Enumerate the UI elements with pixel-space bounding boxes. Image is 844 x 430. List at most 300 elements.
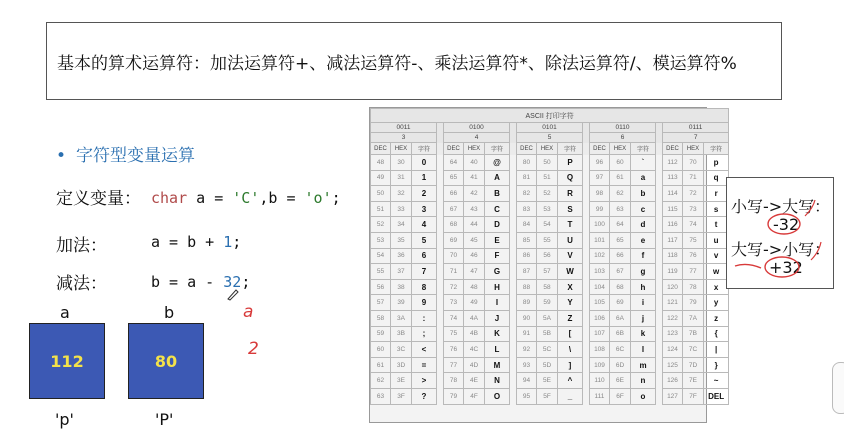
ascii-dec-cell: 54 bbox=[371, 248, 391, 264]
ascii-char-cell: w bbox=[704, 264, 729, 280]
ascii-char-cell: g bbox=[631, 264, 656, 280]
ascii-row bbox=[371, 279, 729, 295]
ascii-hex-cell: 50 bbox=[537, 155, 558, 171]
ascii-hex-cell: 57 bbox=[537, 264, 558, 280]
ascii-char-cell: 7 bbox=[412, 264, 437, 280]
ascii-char-cell: T bbox=[558, 217, 583, 233]
ascii-dec-cell: 109 bbox=[590, 357, 610, 373]
ascii-row bbox=[371, 264, 729, 280]
ascii-dec-cell: 100 bbox=[590, 217, 610, 233]
ascii-hex-cell: 30 bbox=[391, 155, 412, 171]
ascii-hex-cell: 4C bbox=[464, 342, 485, 358]
code-number: 1 bbox=[223, 233, 233, 251]
ascii-char-cell: X bbox=[558, 279, 583, 295]
ascii-group-bits: 0100 bbox=[444, 123, 510, 133]
ascii-hex-cell: 7E bbox=[683, 373, 704, 389]
ascii-char-cell: q bbox=[704, 170, 729, 186]
ascii-dec-cell: 68 bbox=[444, 217, 464, 233]
ascii-hex-cell: 49 bbox=[464, 295, 485, 311]
char-keyword: char bbox=[151, 189, 188, 207]
ascii-dec-cell: 51 bbox=[371, 201, 391, 217]
ascii-hex-cell: 37 bbox=[391, 264, 412, 280]
ascii-dec-cell: 92 bbox=[517, 342, 537, 358]
ascii-hex-cell: 33 bbox=[391, 201, 412, 217]
define-label: 定义变量： bbox=[56, 189, 141, 209]
ascii-char-cell: 1 bbox=[412, 170, 437, 186]
ascii-char-cell: ] bbox=[558, 357, 583, 373]
side-panel-handle[interactable] bbox=[832, 362, 844, 414]
ascii-char-cell: E bbox=[485, 232, 510, 248]
ascii-char-cell: 4 bbox=[412, 217, 437, 233]
ascii-char-cell: | bbox=[704, 342, 729, 358]
section-bullet bbox=[56, 141, 195, 166]
ascii-char-cell: s bbox=[704, 201, 729, 217]
ascii-dec-cell: 57 bbox=[371, 295, 391, 311]
ascii-char-cell: H bbox=[485, 279, 510, 295]
ascii-dec-cell: 119 bbox=[663, 264, 683, 280]
char-literal-o: 'o' bbox=[304, 189, 332, 207]
ascii-hex-cell: 7D bbox=[683, 357, 704, 373]
ascii-char-cell: : bbox=[412, 310, 437, 326]
define-code bbox=[151, 189, 341, 207]
ascii-hex-cell: 61 bbox=[610, 170, 631, 186]
ascii-hex-cell: 32 bbox=[391, 186, 412, 202]
lower-to-upper-label: 小写->大写： bbox=[731, 197, 831, 216]
handwritten-a: a bbox=[243, 302, 254, 322]
ascii-group-bits: 0101 bbox=[517, 123, 583, 133]
ascii-hex-cell: 60 bbox=[610, 155, 631, 171]
ascii-dec-cell: 97 bbox=[590, 170, 610, 186]
ascii-hex-cell: 41 bbox=[464, 170, 485, 186]
ascii-char-cell: 5 bbox=[412, 232, 437, 248]
ascii-hex-cell: 64 bbox=[610, 217, 631, 233]
ascii-char-cell: k bbox=[631, 326, 656, 342]
ascii-char-cell: v bbox=[704, 248, 729, 264]
ascii-dec-cell: 126 bbox=[663, 373, 683, 389]
ascii-col-header: DEC bbox=[444, 143, 464, 155]
ascii-dec-cell: 59 bbox=[371, 326, 391, 342]
ascii-hex-cell: 44 bbox=[464, 217, 485, 233]
ascii-dec-cell: 78 bbox=[444, 373, 464, 389]
ascii-group-bits: 0111 bbox=[663, 123, 729, 133]
ascii-hex-cell: 69 bbox=[610, 295, 631, 311]
ascii-dec-cell: 69 bbox=[444, 232, 464, 248]
ascii-row bbox=[371, 217, 729, 233]
ascii-char-cell: O bbox=[485, 388, 510, 404]
ascii-dec-cell: 70 bbox=[444, 248, 464, 264]
ascii-dec-cell: 90 bbox=[517, 310, 537, 326]
ascii-col-header: 字符 bbox=[412, 143, 437, 155]
ascii-char-cell: V bbox=[558, 248, 583, 264]
ascii-hex-cell: 67 bbox=[610, 264, 631, 280]
ascii-hex-cell: 4A bbox=[464, 310, 485, 326]
ascii-row bbox=[371, 357, 729, 373]
ascii-dec-cell: 111 bbox=[590, 388, 610, 404]
ascii-hex-cell: 54 bbox=[537, 217, 558, 233]
ascii-hex-cell: 75 bbox=[683, 232, 704, 248]
add-code bbox=[151, 233, 241, 251]
ascii-col-header: HEX bbox=[537, 143, 558, 155]
ascii-title: ASCII 打印字符 bbox=[371, 109, 729, 123]
ascii-hex-cell: 5D bbox=[537, 357, 558, 373]
ascii-dec-cell: 71 bbox=[444, 264, 464, 280]
ascii-dec-cell: 76 bbox=[444, 342, 464, 358]
ascii-col-header: HEX bbox=[683, 143, 704, 155]
handwritten-annotations bbox=[727, 178, 835, 290]
title-box bbox=[46, 22, 782, 100]
ascii-dec-cell: 80 bbox=[517, 155, 537, 171]
ascii-dec-cell: 107 bbox=[590, 326, 610, 342]
var-a-char: 'p' bbox=[55, 410, 74, 429]
ascii-row bbox=[371, 248, 729, 264]
ascii-char-cell: ~ bbox=[704, 373, 729, 389]
ascii-col-header: DEC bbox=[517, 143, 537, 155]
ascii-col-header: DEC bbox=[663, 143, 683, 155]
ascii-dec-cell: 65 bbox=[444, 170, 464, 186]
ascii-col-header: 字符 bbox=[704, 143, 729, 155]
ascii-hex-cell: 77 bbox=[683, 264, 704, 280]
bullet-dot-icon: • bbox=[56, 146, 67, 166]
ascii-char-cell: e bbox=[631, 232, 656, 248]
ascii-char-cell: n bbox=[631, 373, 656, 389]
ascii-char-cell: I bbox=[485, 295, 510, 311]
ascii-char-cell: J bbox=[485, 310, 510, 326]
ascii-dec-cell: 108 bbox=[590, 342, 610, 358]
code-fragment: ; bbox=[331, 189, 341, 207]
ascii-hex-cell: 6D bbox=[610, 357, 631, 373]
var-a-box bbox=[29, 323, 105, 399]
ascii-hex-cell: 43 bbox=[464, 201, 485, 217]
code-fragment: a = b + bbox=[151, 233, 224, 251]
ascii-hex-cell: 3E bbox=[391, 373, 412, 389]
lower-to-upper-value: -32 bbox=[773, 215, 800, 234]
ascii-char-cell: @ bbox=[485, 155, 510, 171]
ascii-char-cell: > bbox=[412, 373, 437, 389]
ascii-hex-cell: 5B bbox=[537, 326, 558, 342]
ascii-dec-cell: 102 bbox=[590, 248, 610, 264]
ascii-hex-cell: 3A bbox=[391, 310, 412, 326]
upper-to-lower-label: 大写->小写： bbox=[731, 240, 831, 259]
ascii-hex-cell: 51 bbox=[537, 170, 558, 186]
ascii-char-cell: 9 bbox=[412, 295, 437, 311]
code-number: 32 bbox=[223, 273, 242, 291]
ascii-char-cell: f bbox=[631, 248, 656, 264]
ascii-char-cell: y bbox=[704, 295, 729, 311]
ascii-hex-cell: 46 bbox=[464, 248, 485, 264]
ascii-dec-cell: 116 bbox=[663, 217, 683, 233]
ascii-dec-cell: 82 bbox=[517, 186, 537, 202]
ascii-dec-cell: 96 bbox=[590, 155, 610, 171]
ascii-hex-cell: 6A bbox=[610, 310, 631, 326]
ascii-dec-cell: 62 bbox=[371, 373, 391, 389]
ascii-hex-cell: 3F bbox=[391, 388, 412, 404]
ascii-char-cell: c bbox=[631, 201, 656, 217]
ascii-hex-cell: 59 bbox=[537, 295, 558, 311]
ascii-hex-cell: 5C bbox=[537, 342, 558, 358]
ascii-hex-cell: 62 bbox=[610, 186, 631, 202]
ascii-dec-cell: 110 bbox=[590, 373, 610, 389]
ascii-row bbox=[371, 373, 729, 389]
ascii-char-cell: u bbox=[704, 232, 729, 248]
ascii-hex-cell: 4E bbox=[464, 373, 485, 389]
ascii-dec-cell: 93 bbox=[517, 357, 537, 373]
ascii-hex-cell: 38 bbox=[391, 279, 412, 295]
ascii-char-cell: b bbox=[631, 186, 656, 202]
ascii-char-cell: _ bbox=[558, 388, 583, 404]
ascii-dec-cell: 123 bbox=[663, 326, 683, 342]
ascii-col-header: HEX bbox=[610, 143, 631, 155]
ascii-dec-cell: 101 bbox=[590, 232, 610, 248]
ascii-hex-cell: 56 bbox=[537, 248, 558, 264]
ascii-hex-cell: 34 bbox=[391, 217, 412, 233]
ascii-hex-cell: 40 bbox=[464, 155, 485, 171]
var-b-char: 'P' bbox=[155, 410, 174, 429]
ascii-char-cell: < bbox=[412, 342, 437, 358]
ascii-dec-cell: 83 bbox=[517, 201, 537, 217]
ascii-char-cell: } bbox=[704, 357, 729, 373]
ascii-dec-cell: 63 bbox=[371, 388, 391, 404]
ascii-hex-cell: 36 bbox=[391, 248, 412, 264]
ascii-hex-cell: 52 bbox=[537, 186, 558, 202]
cursor-pen-icon bbox=[226, 287, 240, 301]
ascii-dec-cell: 53 bbox=[371, 232, 391, 248]
ascii-hex-cell: 48 bbox=[464, 279, 485, 295]
ascii-hex-cell: 73 bbox=[683, 201, 704, 217]
ascii-char-cell: ; bbox=[412, 326, 437, 342]
ascii-dec-cell: 120 bbox=[663, 279, 683, 295]
ascii-dec-cell: 67 bbox=[444, 201, 464, 217]
ascii-row bbox=[371, 342, 729, 358]
ascii-hex-cell: 6C bbox=[610, 342, 631, 358]
ascii-dec-cell: 52 bbox=[371, 217, 391, 233]
ascii-dec-cell: 75 bbox=[444, 326, 464, 342]
ascii-dec-cell: 56 bbox=[371, 279, 391, 295]
ascii-char-cell: Y bbox=[558, 295, 583, 311]
ascii-char-cell: L bbox=[485, 342, 510, 358]
ascii-char-cell: S bbox=[558, 201, 583, 217]
ascii-dec-cell: 55 bbox=[371, 264, 391, 280]
ascii-row bbox=[371, 155, 729, 171]
ascii-dec-cell: 60 bbox=[371, 342, 391, 358]
ascii-hex-cell: 72 bbox=[683, 186, 704, 202]
ascii-dec-cell: 124 bbox=[663, 342, 683, 358]
ascii-dec-cell: 112 bbox=[663, 155, 683, 171]
ascii-dec-cell: 115 bbox=[663, 201, 683, 217]
add-label: 加法： bbox=[56, 236, 107, 256]
ascii-dec-cell: 113 bbox=[663, 170, 683, 186]
ascii-dec-cell: 58 bbox=[371, 310, 391, 326]
ascii-char-cell: a bbox=[631, 170, 656, 186]
ascii-char-cell: P bbox=[558, 155, 583, 171]
ascii-col-header: DEC bbox=[371, 143, 391, 155]
ascii-char-cell: o bbox=[631, 388, 656, 404]
ascii-hex-cell: 68 bbox=[610, 279, 631, 295]
ascii-col-header: DEC bbox=[590, 143, 610, 155]
ascii-row bbox=[371, 232, 729, 248]
ascii-hex-cell: 55 bbox=[537, 232, 558, 248]
ascii-hex-cell: 6F bbox=[610, 388, 631, 404]
code-fragment: ; bbox=[241, 273, 251, 291]
ascii-char-cell: C bbox=[485, 201, 510, 217]
ascii-char-cell: U bbox=[558, 232, 583, 248]
code-fragment: a = bbox=[187, 189, 233, 207]
handwritten-2: 2 bbox=[248, 339, 259, 359]
ascii-hex-cell: 53 bbox=[537, 201, 558, 217]
ascii-dec-cell: 61 bbox=[371, 357, 391, 373]
ascii-dec-cell: 77 bbox=[444, 357, 464, 373]
ascii-hex-cell: 66 bbox=[610, 248, 631, 264]
ascii-dec-cell: 127 bbox=[663, 388, 683, 404]
ascii-char-cell: Q bbox=[558, 170, 583, 186]
ascii-char-cell: D bbox=[485, 217, 510, 233]
ascii-char-cell: R bbox=[558, 186, 583, 202]
ascii-row bbox=[371, 326, 729, 342]
ascii-hex-cell: 79 bbox=[683, 295, 704, 311]
ascii-char-cell: M bbox=[485, 357, 510, 373]
ascii-dec-cell: 106 bbox=[590, 310, 610, 326]
ascii-char-cell: ? bbox=[412, 388, 437, 404]
ascii-hex-cell: 4B bbox=[464, 326, 485, 342]
ascii-col-header: 字符 bbox=[631, 143, 656, 155]
operators-title: 基本的算术运算符：加法运算符+、减法运算符-、乘法运算符*、除法运算符/、模运算符% bbox=[57, 53, 737, 74]
ascii-char-cell: W bbox=[558, 264, 583, 280]
ascii-dec-cell: 87 bbox=[517, 264, 537, 280]
ascii-dec-cell: 48 bbox=[371, 155, 391, 171]
upper-to-lower-value: +32 bbox=[769, 258, 803, 277]
ascii-char-cell: { bbox=[704, 326, 729, 342]
ascii-row bbox=[371, 186, 729, 202]
ascii-char-cell: p bbox=[704, 155, 729, 171]
ascii-hex-cell: 4D bbox=[464, 357, 485, 373]
var-b-name: b bbox=[164, 303, 175, 322]
ascii-col-header: HEX bbox=[391, 143, 412, 155]
ascii-dec-cell: 98 bbox=[590, 186, 610, 202]
ascii-hex-cell: 3D bbox=[391, 357, 412, 373]
ascii-dec-cell: 122 bbox=[663, 310, 683, 326]
char-literal-c: 'C' bbox=[232, 189, 260, 207]
ascii-char-cell: K bbox=[485, 326, 510, 342]
ascii-hex-cell: 6E bbox=[610, 373, 631, 389]
ascii-hex-cell: 5E bbox=[537, 373, 558, 389]
ascii-hex-cell: 58 bbox=[537, 279, 558, 295]
ascii-char-cell: F bbox=[485, 248, 510, 264]
ascii-char-cell: 6 bbox=[412, 248, 437, 264]
ascii-hex-cell: 39 bbox=[391, 295, 412, 311]
ascii-char-cell: z bbox=[704, 310, 729, 326]
ascii-char-cell: 0 bbox=[412, 155, 437, 171]
ascii-dec-cell: 79 bbox=[444, 388, 464, 404]
ascii-hex-cell: 3B bbox=[391, 326, 412, 342]
ascii-char-cell: ^ bbox=[558, 373, 583, 389]
ascii-dec-cell: 50 bbox=[371, 186, 391, 202]
ascii-hex-cell: 4F bbox=[464, 388, 485, 404]
ascii-dec-cell: 99 bbox=[590, 201, 610, 217]
ascii-char-cell: l bbox=[631, 342, 656, 358]
ascii-hex-cell: 45 bbox=[464, 232, 485, 248]
ascii-hex-cell: 63 bbox=[610, 201, 631, 217]
ascii-hex-cell: 78 bbox=[683, 279, 704, 295]
ascii-char-cell: B bbox=[485, 186, 510, 202]
ascii-dec-cell: 103 bbox=[590, 264, 610, 280]
ascii-hex-cell: 65 bbox=[610, 232, 631, 248]
ascii-dec-cell: 125 bbox=[663, 357, 683, 373]
ascii-char-cell: A bbox=[485, 170, 510, 186]
ascii-hex-cell: 47 bbox=[464, 264, 485, 280]
ascii-char-cell: 8 bbox=[412, 279, 437, 295]
ascii-hex-cell: 6B bbox=[610, 326, 631, 342]
ascii-col-header: HEX bbox=[464, 143, 485, 155]
ascii-dec-cell: 64 bbox=[444, 155, 464, 171]
ascii-hex-cell: 7F bbox=[683, 388, 704, 404]
ascii-group-digit: 3 bbox=[371, 133, 437, 143]
code-fragment: b = a - bbox=[151, 273, 224, 291]
ascii-char-cell: DEL bbox=[704, 388, 729, 404]
ascii-row bbox=[371, 388, 729, 404]
ascii-group-digit: 5 bbox=[517, 133, 583, 143]
var-b-box bbox=[128, 323, 204, 399]
ascii-group-digit: 4 bbox=[444, 133, 510, 143]
ascii-dec-cell: 105 bbox=[590, 295, 610, 311]
ascii-dec-cell: 86 bbox=[517, 248, 537, 264]
ascii-dec-cell: 114 bbox=[663, 186, 683, 202]
code-fragment: ; bbox=[232, 233, 242, 251]
ascii-hex-cell: 7B bbox=[683, 326, 704, 342]
ascii-dec-cell: 84 bbox=[517, 217, 537, 233]
ascii-group-bits: 0110 bbox=[590, 123, 656, 133]
ascii-dec-cell: 81 bbox=[517, 170, 537, 186]
ascii-dec-cell: 118 bbox=[663, 248, 683, 264]
ascii-dec-cell: 85 bbox=[517, 232, 537, 248]
ascii-char-cell: j bbox=[631, 310, 656, 326]
ascii-dec-cell: 121 bbox=[663, 295, 683, 311]
section-title: 字符型变量运算 bbox=[76, 146, 196, 166]
ascii-dec-cell: 94 bbox=[517, 373, 537, 389]
ascii-dec-cell: 89 bbox=[517, 295, 537, 311]
case-conversion-note bbox=[726, 177, 834, 289]
ascii-char-cell: ` bbox=[631, 155, 656, 171]
ascii-col-header: 字符 bbox=[485, 143, 510, 155]
var-a-name: a bbox=[60, 303, 70, 322]
ascii-char-cell: \ bbox=[558, 342, 583, 358]
ascii-char-cell: m bbox=[631, 357, 656, 373]
ascii-hex-cell: 70 bbox=[683, 155, 704, 171]
ascii-char-cell: r bbox=[704, 186, 729, 202]
ascii-hex-cell: 31 bbox=[391, 170, 412, 186]
ascii-char-cell: 3 bbox=[412, 201, 437, 217]
ascii-hex-cell: 7C bbox=[683, 342, 704, 358]
ascii-dec-cell: 74 bbox=[444, 310, 464, 326]
var-a-value: 112 bbox=[50, 351, 84, 371]
sub-label: 减法： bbox=[56, 274, 107, 294]
ascii-char-cell: 2 bbox=[412, 186, 437, 202]
ascii-dec-cell: 117 bbox=[663, 232, 683, 248]
ascii-dec-cell: 73 bbox=[444, 295, 464, 311]
ascii-table bbox=[369, 107, 725, 423]
ascii-row bbox=[371, 310, 729, 326]
ascii-group-digit: 6 bbox=[590, 133, 656, 143]
ascii-col-header: 字符 bbox=[558, 143, 583, 155]
ascii-hex-cell: 71 bbox=[683, 170, 704, 186]
ascii-dec-cell: 91 bbox=[517, 326, 537, 342]
ascii-hex-cell: 74 bbox=[683, 217, 704, 233]
ascii-hex-cell: 5F bbox=[537, 388, 558, 404]
ascii-hex-cell: 7A bbox=[683, 310, 704, 326]
ascii-char-cell: = bbox=[412, 357, 437, 373]
ascii-hex-cell: 5A bbox=[537, 310, 558, 326]
var-b-value: 80 bbox=[154, 351, 178, 371]
ascii-char-cell: d bbox=[631, 217, 656, 233]
ascii-group-bits: 0011 bbox=[371, 123, 437, 133]
